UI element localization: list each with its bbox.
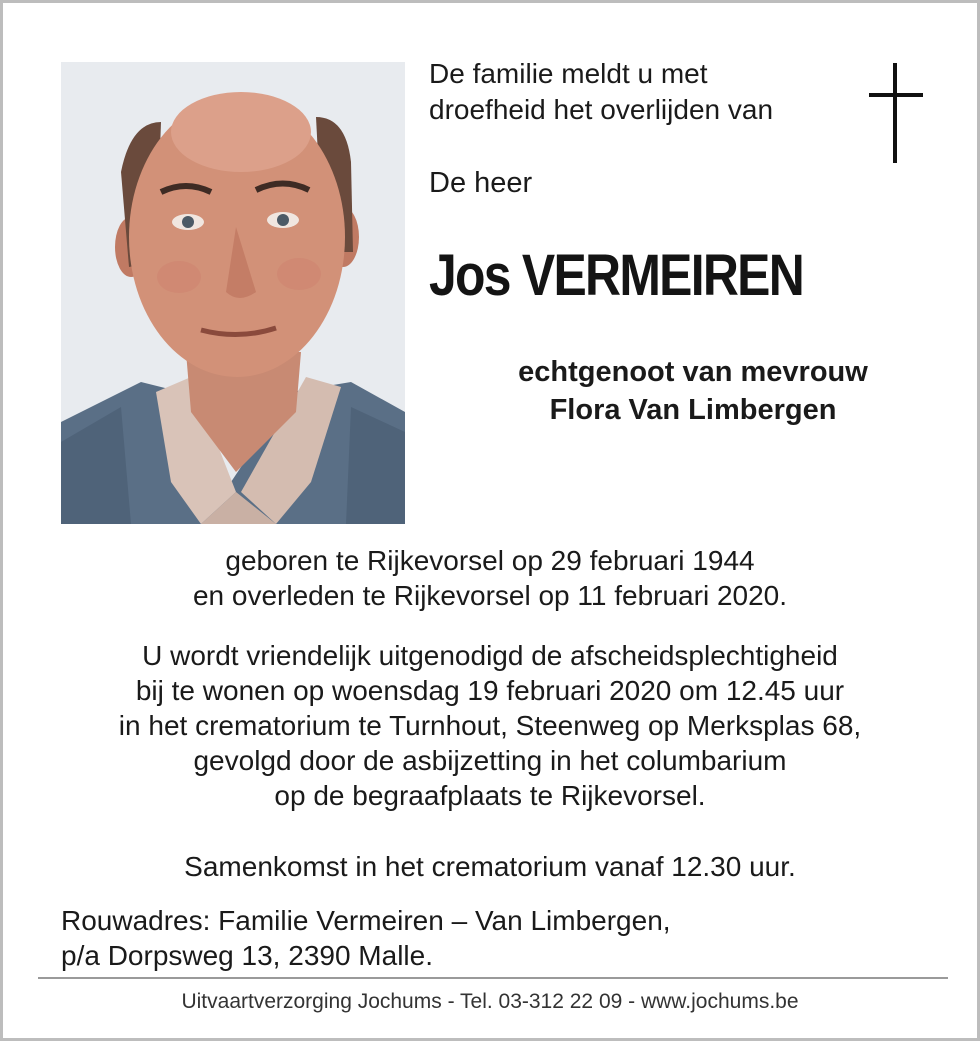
cross-icon [865, 63, 927, 163]
spouse-line-2: Flora Van Limbergen [549, 394, 837, 426]
honorific: De heer [429, 167, 533, 199]
mourning-address-line-1: Rouwadres: Familie Vermeiren – Van Limbergen, [61, 905, 671, 936]
intro-line-1: De familie meldt u met [429, 58, 708, 89]
mourning-address [61, 903, 671, 973]
deceased-name: Jos VERMEIREN [429, 243, 804, 308]
intro-line-2: droefheid het overlijden van [429, 94, 774, 125]
mourning-address-line-2: p/a Dorpsweg 13, 2390 Malle. [61, 940, 433, 971]
gathering-note: Samenkomst in het crematorium vanaf 12.30 uur. [184, 851, 796, 882]
portrait-illustration [61, 62, 405, 524]
ceremony-line-5: op de begraafplaats te Rijkevorsel. [274, 780, 706, 811]
footer-divider [38, 977, 948, 979]
intro-text [429, 56, 773, 128]
ceremony-line-1: U wordt vriendelijk uitgenodigd de afscheidsplechtigheid [142, 640, 838, 671]
ceremony-line-2: bij te wonen op woensdag 19 februari 2020 om 12.45 uur [135, 675, 845, 706]
ceremony-line-3: in het crematorium te Turnhout, Steenweg op Merksplas 68, [118, 710, 862, 741]
spouse-info [413, 353, 973, 429]
spouse-line-1: echtgenoot van mevrouw [518, 356, 868, 388]
funeral-home-footer: Uitvaartverzorging Jochums - Tel. 03-312 22 09 - www.jochums.be [181, 990, 799, 1013]
portrait-photo [61, 62, 405, 524]
life-dates [3, 543, 977, 613]
birth-line: geboren te Rijkevorsel op 29 februari 1944 [225, 545, 755, 576]
ceremony-line-4: gevolgd door de asbijzetting in het columbarium [193, 745, 787, 776]
ceremony-invitation [3, 638, 977, 813]
death-line: en overleden te Rijkevorsel op 11 februari 2020. [192, 580, 788, 611]
